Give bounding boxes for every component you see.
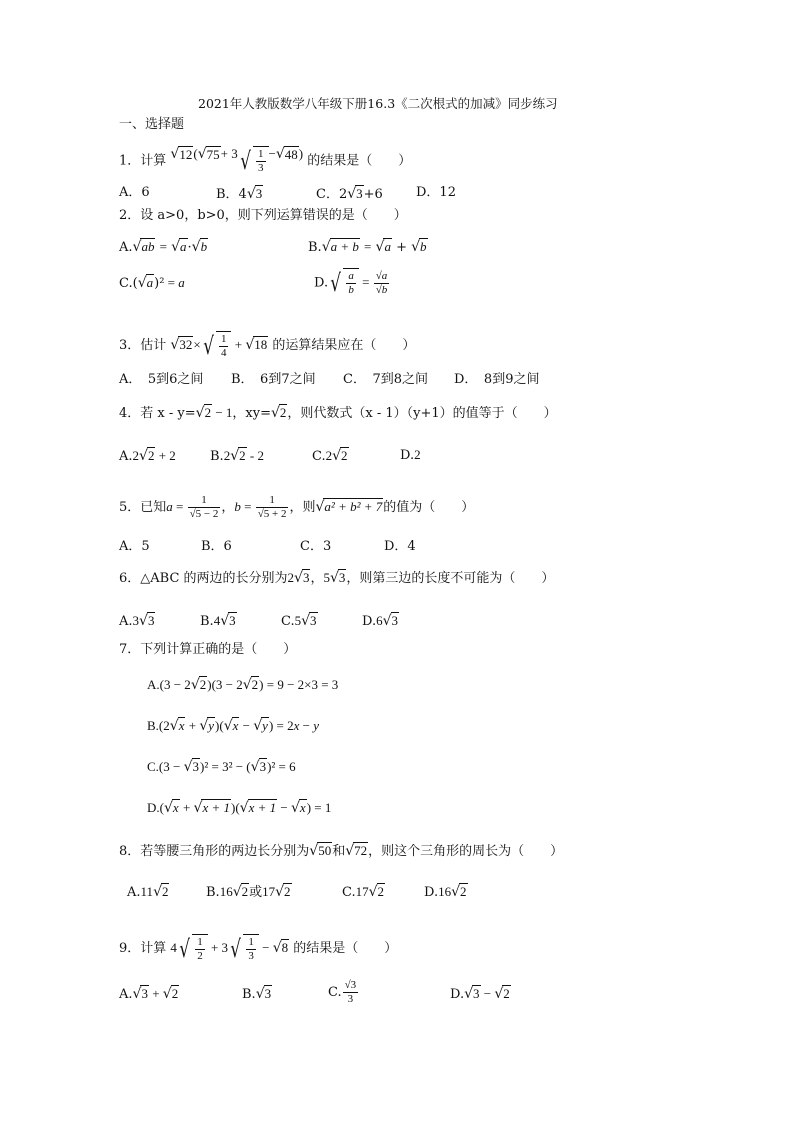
q8-stem-b: 和	[332, 844, 346, 859]
q3-option-d[interactable]: D． 8到9之间	[454, 372, 540, 387]
q2-option-c[interactable]: C.(√a)² = a	[119, 275, 185, 291]
q6-option-d[interactable]: D.6√3	[362, 613, 399, 629]
q8-stem-c: ，则这个三角形的周长为（ ）	[368, 844, 564, 859]
q6-stem-b: ，	[310, 571, 324, 586]
question-1	[119, 146, 411, 176]
q8-options	[127, 883, 467, 901]
q4-option-b[interactable]: B.2√2 - 2	[210, 448, 264, 464]
q5-stem-a: 5．已知	[119, 500, 167, 515]
question-9	[119, 934, 397, 964]
q2-option-b[interactable]: B.√a + b = √a + √b	[308, 239, 427, 255]
q9-options	[119, 979, 510, 1005]
q4-stem-b: ，xy=	[232, 406, 271, 421]
q6-option-a[interactable]: A.3√3	[119, 613, 155, 629]
q2-options-row2	[119, 269, 388, 297]
q6-stem-c: ，则第三边的长度不可能为（ ）	[346, 571, 555, 586]
q3-options	[119, 372, 540, 388]
q9-option-d[interactable]: D.√3 − √2	[450, 986, 510, 1002]
q1-option-c[interactable]: C．2√3+6	[316, 186, 383, 202]
q8-or-text: 或	[249, 885, 263, 900]
q5-option-d[interactable]: D．4	[384, 539, 416, 554]
question-8: 8．若等腰三角形的两边长分别为√50和√72，则这个三角形的周长为（ ）	[119, 843, 564, 859]
q1-options	[119, 185, 456, 202]
q7-option-b[interactable]: B.(2√x + √y)(√x − √y) = 2x − y	[147, 718, 320, 734]
q4-stem-a: 4．若 x - y=	[119, 406, 196, 421]
q3-option-b[interactable]: B． 6到7之间	[231, 372, 316, 387]
q2-options-row1	[119, 238, 427, 256]
question-3	[119, 331, 415, 361]
q8-stem-a: 8．若等腰三角形的两边长分别为	[119, 844, 310, 859]
q6-options	[119, 612, 399, 630]
q3-stem-end: 的运算结果应在（ ）	[272, 337, 416, 353]
q5-option-a[interactable]: A．5	[119, 539, 150, 554]
q9-option-c[interactable]: C. $\frac{√3}{3}$	[328, 979, 357, 1005]
q4-option-a[interactable]: A.2√2 + 2	[119, 448, 176, 464]
q5-options	[119, 539, 416, 555]
q9-expression: 4 √ $\frac{1}{2}$ + 3 √ $\frac{1}{3}$ − √8	[170, 935, 289, 963]
q8-option-c[interactable]: C.17√2	[342, 884, 385, 900]
q9-option-a[interactable]: A.√3 + √2	[119, 986, 179, 1002]
q4-stem-c: ，则代数式（x - 1）（y+1）的值等于（ ）	[287, 406, 557, 421]
q5-option-b[interactable]: B．6	[201, 539, 232, 554]
question-4: 4．若 x - y=√2 − 1，xy=√2，则代数式（x - 1）（y+1）的值等于（ ）	[119, 405, 557, 421]
q1-option-d[interactable]: D．12	[416, 185, 456, 200]
section-heading: 一、选择题	[119, 117, 185, 132]
question-2: 2．设 a>0，b>0，则下列运算错误的是（ ）	[119, 208, 407, 223]
q1-expression: √ 12 ( √ 75 + 3 √ $\frac{1}{3}$ − √ 48 )	[170, 146, 304, 175]
q4-option-c[interactable]: C.2√2	[312, 448, 348, 464]
q6-option-b[interactable]: B.4√3	[200, 613, 236, 629]
q8-option-a[interactable]: A.11√2	[127, 884, 169, 900]
q4-option-d[interactable]: D.2	[400, 447, 421, 463]
q4-options	[119, 447, 421, 465]
q5-stem-b: ，	[221, 500, 235, 515]
q7-option-c[interactable]: C.(3 − √3)² = 3² − (√3)² = 6	[147, 759, 296, 775]
q8-option-d[interactable]: D.16√2	[424, 884, 467, 900]
q3-stem-start: 3．估计	[119, 337, 167, 353]
q5-option-c[interactable]: C．3	[300, 539, 332, 554]
page-title: 2021年人教版数学八年级下册16.3《二次根式的加减》同步练习	[198, 96, 558, 111]
q8-option-b[interactable]: B.16√2或17√2	[206, 884, 291, 900]
question-6: 6．△ABC 的两边的长分别为2√3，5√3，则第三边的长度不可能为（ ）	[119, 570, 555, 586]
q6-option-c[interactable]: C.5√3	[281, 613, 317, 629]
q9-option-b[interactable]: B.√3	[242, 986, 272, 1002]
q1-stem-end: 的结果是（ ）	[307, 153, 412, 169]
q3-option-c[interactable]: C． 7到8之间	[343, 372, 428, 387]
question-7: 7．下列计算正确的是（ ）	[119, 642, 297, 657]
q9-stem-a: 9．计算	[119, 940, 167, 956]
q7-option-d[interactable]: D.(√x + √x + 1)(√x + 1 − √x) = 1	[147, 800, 332, 816]
q9-stem-b: 的结果是（ ）	[293, 940, 398, 956]
q7-option-a[interactable]: A.(3 − 2√2)(3 − 2√2) = 9 − 2×3 = 3	[147, 677, 339, 693]
q2-option-d[interactable]: D. √ $\frac{a}{b}$ = $\frac{√a}{√b}$	[314, 269, 388, 297]
q1-stem-start: 1．计算	[119, 153, 167, 169]
q5-stem-c: ，则	[289, 500, 316, 515]
q1-option-b[interactable]: B．4√3	[216, 186, 263, 202]
question-5: 5．已知a = $\frac{1}{√5 - 2}$ ，b = $\frac{1}{√5 + 2}$ ，则√a² + b² + 7的值为（ ）	[119, 494, 475, 520]
q3-expression: √32× √ $\frac{1}{4}$ + √18	[170, 332, 268, 360]
q6-stem-a: 6．△ABC 的两边的长分别为	[119, 571, 288, 586]
q3-option-a[interactable]: A． 5到6之间	[119, 372, 204, 387]
q2-option-a[interactable]: A.√ab = √a·√b	[119, 239, 208, 255]
q1-option-a[interactable]: A．6	[119, 185, 150, 200]
q5-stem-d: 的值为（ ）	[383, 500, 475, 515]
